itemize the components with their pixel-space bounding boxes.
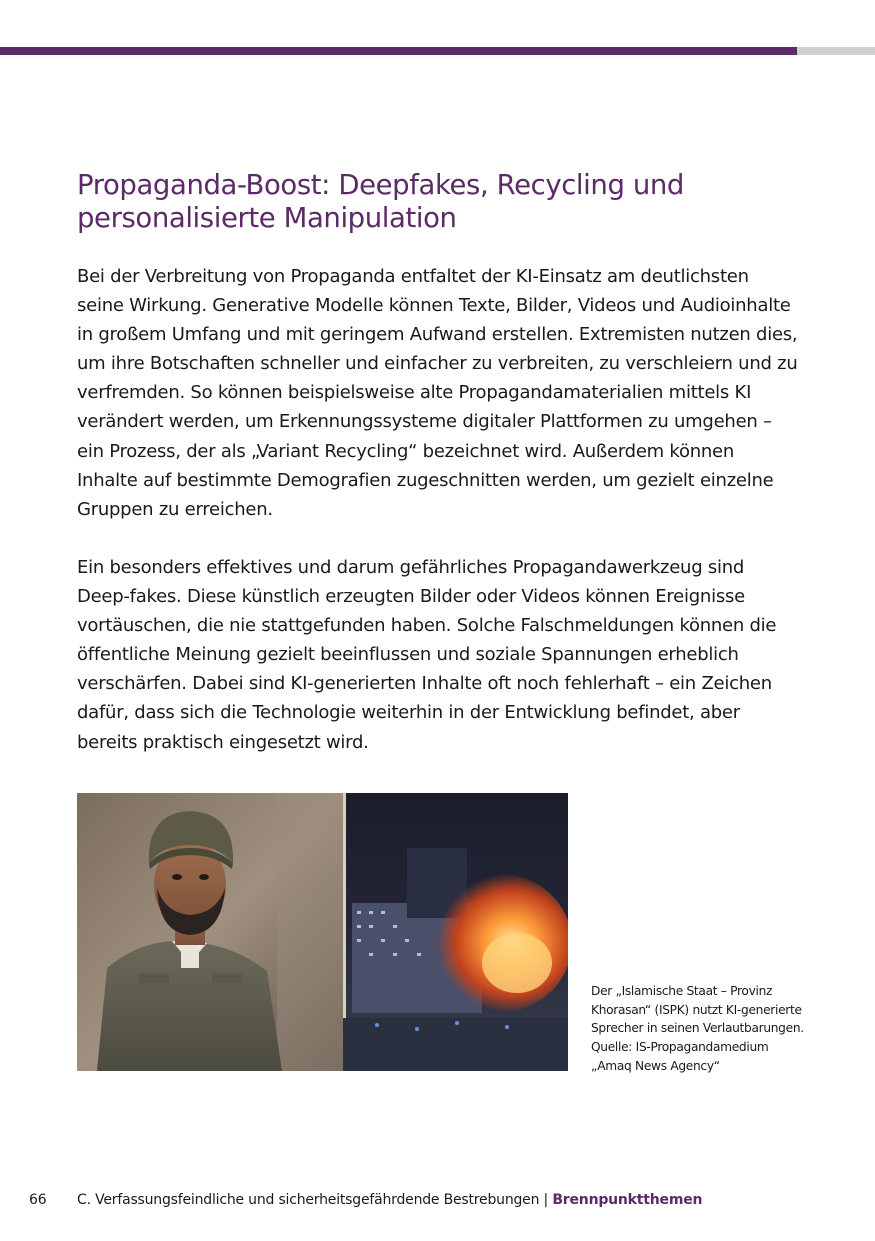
caption-line: Der „Islamische Staat – Provinz — [591, 984, 773, 998]
caption-line: Khorasan“ (ISPK) nutzt KI-generierte — [591, 1002, 802, 1017]
caption-line: „Amaq News Agency“ — [591, 1058, 720, 1073]
figure-caption — [591, 982, 806, 1076]
figure-photo — [77, 793, 568, 1071]
footer-chapter: C. Verfassungsfeindliche und sicherheitsgefährdende Bestrebungen — [77, 1192, 540, 1208]
footer-separator: | — [543, 1192, 549, 1208]
header-accent-bar — [0, 47, 797, 55]
footer-breadcrumb — [77, 1190, 702, 1210]
page-title: Propaganda-Boost: Deepfakes, Recycling und personalisierte Manipulation — [77, 169, 684, 234]
body-paragraph-2: Ein besonders effektives und darum gefährliches Propagandawerkzeug sind Deep-fakes. Diese künstlich erzeugten Bilder oder Videos können Ereignisse vortäuschen, die nie stattgefunden haben. Solche Falschmeldungen können die öffentliche Meinung gezielt beeinflussen und soziale Spannungen erheblich verschärfen. Dabei sind KI-generierten Inhalte oft noch fehlerhaft – ein Zeichen dafür, dass sich die Technologie weiterhin in der Entwicklung befindet, aber bereits praktisch eingesetzt wird. — [77, 557, 777, 753]
body-paragraph-1: Bei der Verbreitung von Propaganda entfaltet der KI-Einsatz am deutlichsten seine Wirkung. Generative Modelle können Texte, Bilder, Videos und Audioinhalte in großem Umfang und mit geringem Aufwand erstellen. Extremisten nutzen dies, um ihre Botschaften schneller und einfacher zu verbreiten, zu verschleiern und zu verfremden. So können beispielsweise alte Propagandamaterialien mittels KI verändert werden, um Erkennungssysteme digitaler Plattformen zu umgehen – ein Prozess, der als „Variant Recycling“ bezeichnet wird. Außerdem können Inhalte auf bestimmte Demografien zugeschnitten werden, um gezielt einzelne Gruppen zu erreichen. — [77, 266, 798, 520]
footer-section: Brennpunktthemen — [552, 1192, 703, 1208]
caption-line: Quelle: IS-Propagandamedium — [591, 1040, 769, 1055]
header-accent-track — [797, 47, 875, 55]
page-number: 66 — [29, 1192, 47, 1208]
caption-line: Sprecher in seinen Verlautbarungen. — [591, 1021, 804, 1036]
